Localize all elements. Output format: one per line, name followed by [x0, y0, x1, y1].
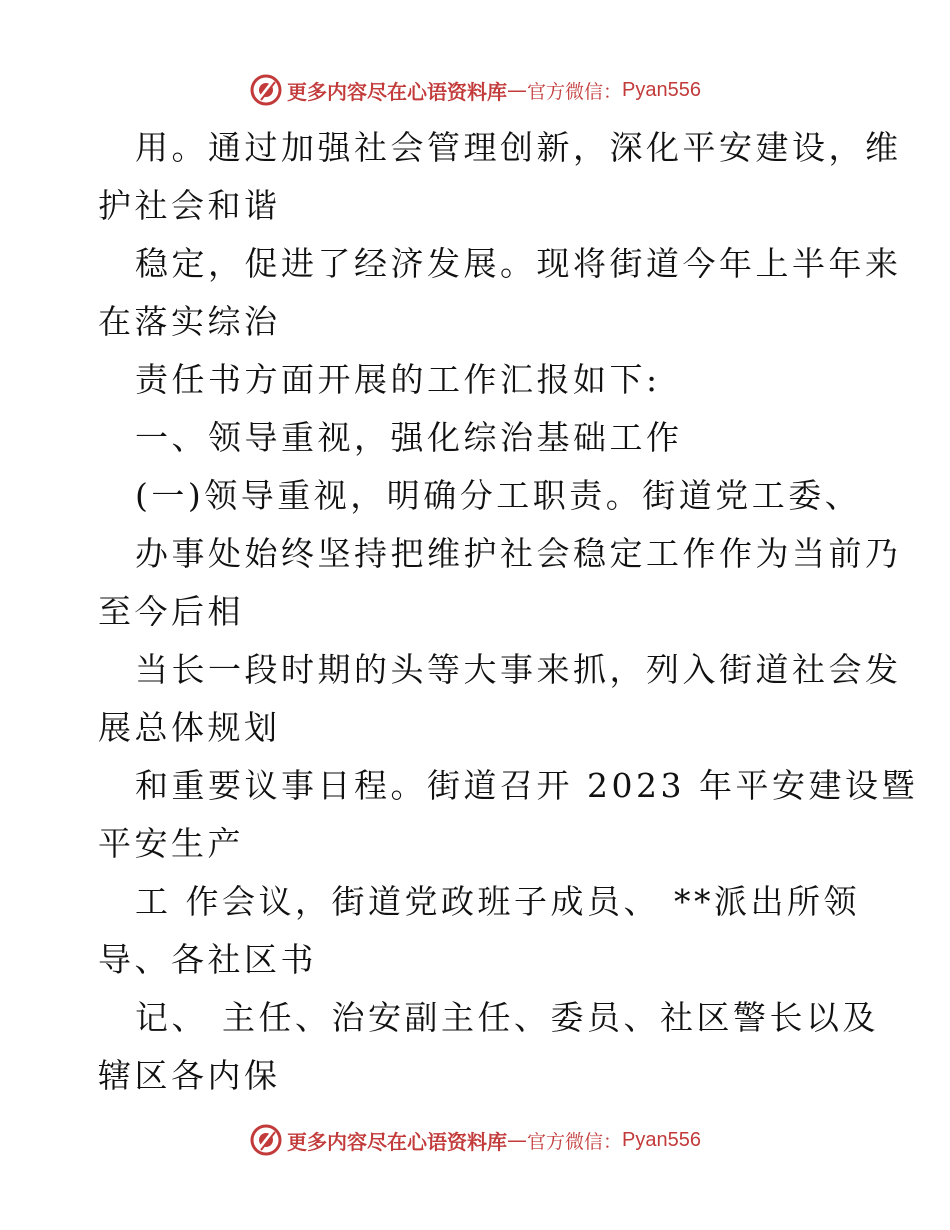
text-line: 记、 主任、治安副主任、委员、社区警长以及 [135, 998, 879, 1037]
text-line: 和重要议事日程。街道召开 2023 年平安建设暨 [135, 766, 918, 805]
text-line: 展总体规划 [98, 708, 281, 747]
text-line: 稳定，促进了经济发展。现将街道今年上半年来 [135, 244, 902, 283]
text-line: 办事处始终坚持把维护社会稳定工作作为当前乃 [135, 534, 902, 573]
banner-brand-text: 更多内容尽在心语资料库 [287, 1129, 507, 1154]
banner-separator: — [507, 1128, 527, 1152]
text-line: 平安生产 [98, 824, 244, 863]
banner-wechat-id: Pyan556 [622, 78, 701, 101]
section-heading: 一、领导重视，强化综治基础工作 [135, 418, 683, 457]
footer-watermark-banner [0, 1120, 950, 1160]
header-watermark-banner [0, 70, 950, 110]
banner-wechat-label: 官方微信： [527, 1130, 623, 1153]
text-line: 责任书方面开展的工作汇报如下: [135, 360, 661, 399]
text-line: 用。通过加强社会管理创新，深化平安建设，维 [135, 128, 902, 167]
banner-brand-text: 更多内容尽在心语资料库 [287, 79, 507, 104]
text-line: 导、各社区书 [98, 940, 317, 979]
text-line: 至今后相 [98, 592, 244, 631]
banner-wechat-id: Pyan556 [622, 1128, 701, 1151]
brand-logo-icon [249, 1123, 283, 1157]
brand-logo-icon [249, 73, 283, 107]
text-line: 辖区各内保 [98, 1056, 281, 1095]
text-line: 在落实综治 [98, 302, 281, 341]
text-line: 护社会和谐 [98, 186, 281, 225]
text-line: 工 作会议，街道党政班子成员、 **派出所领 [135, 882, 860, 921]
text-line: (一)领导重视，明确分工职责。街道党工委、 [135, 476, 862, 515]
text-line: 当长一段时期的头等大事来抓，列入街道社会发 [135, 650, 902, 689]
banner-wechat-label: 官方微信： [527, 80, 623, 103]
banner-separator: — [507, 78, 527, 102]
